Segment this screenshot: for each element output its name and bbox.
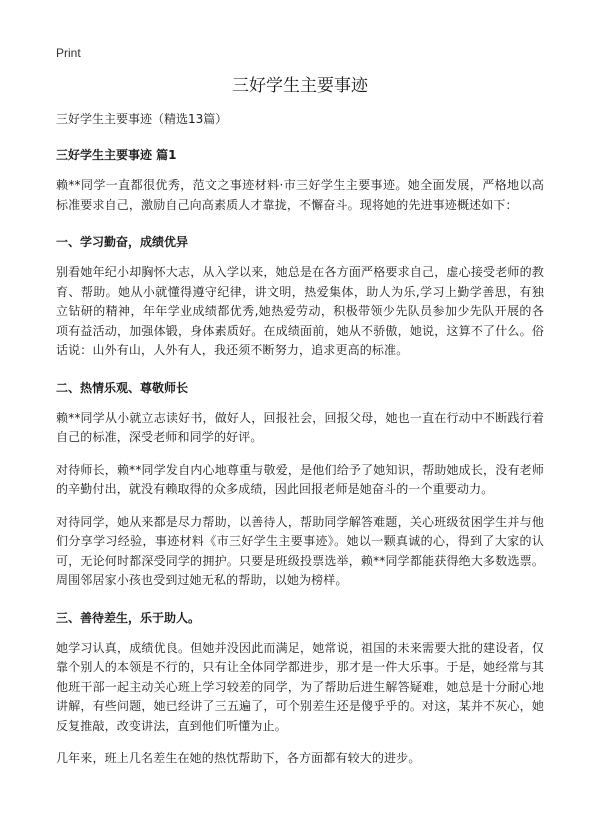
section-heading-study: 一、学习勤奋，成绩优异 [56,235,189,249]
document-subtitle: 三好学生主要事迹（精选13篇） [56,112,228,126]
section-respect-paragraph-2: 对待师长，赖**同学发自内心地尊重与敬爱，是他们给予了她知识，帮助她成长，没有老师的辛勤付出，就没有赖取得的众多成绩，因此回报老师是她奋斗的一个重要动力。 [56,462,544,496]
piece-heading: 三好学生主要事迹 篇1 [56,148,177,162]
section-heading-helping: 三、善待差生，乐于助人。 [56,610,201,625]
print-link[interactable]: Print [56,46,81,60]
intro-paragraph: 赖**同学一直都很优秀，范文之事迹材料·市三好学生主要事迹。她全面发展，严格地以高标准要求自己，激励自己向高素质人才靠拢，不懈奋斗。现将她的先进事迹概述如下： [56,178,544,212]
section-respect-paragraph-3: 对待同学，她从来都是尽力帮助，以善待人，帮助同学解答难题，关心班级贫困学生并与他们分享学习经验，事迹材料《市三好学生主要事迹》。她以一颗真诚的心，得到了大家的认可，无论何时都深受同学的拥护。只要是班级投票选举，赖**同学都能获得绝大多数选票。周围邻居家小孩也受到过她无私的帮助，以她为榜样。 [56,514,544,587]
section-helping-paragraph-2: 几年来，班上几名差生在她的热忱帮助下，各方面都有较大的进步。 [56,751,421,765]
document-title: 三好学生主要事迹 [232,76,368,96]
section-heading-respect: 二、热情乐观、尊敬师长 [56,380,189,395]
section-respect-paragraph-1: 赖**同学从小就立志读好书，做好人，回报社会，回报父母，她也一直在行动中不断践行着自己的标准，深受老师和同学的好评。 [56,410,544,444]
section-helping-paragraph-1: 她学习认真，成绩优良。但她并没因此而满足，她常说，祖国的未来需要大批的建设者，仅靠个别人的本领是不行的，只有让全体同学都进步，那才是一件大乐事。于是，她经常与其他班干部一起主动关心班上学习较差的同学，为了帮助后进生解答疑难，她总是十分耐心地讲解，有些问题，她已经讲了三五遍了，可个别差生还是傻乎乎的。对这，某并不灰心，她反复推敲，改变讲法，直到他们听懂为止。 [56,640,544,733]
section-study-paragraph: 别看她年纪小却胸怀大志，从入学以来，她总是在各方面严格要求自己，虚心接受老师的教育、帮助。她从小就懂得遵守纪律，讲文明，热爱集体，助人为乐,学习上勤学善思，有独立钻研的精神，年年学业成绩都优秀,她热爱劳动，积极带领少先队员参加少先队开展的各项有益活动，加强体锻，身体素质好。在成绩面前，她从不骄傲，她说，这算不了什么。俗话说：山外有山，人外有人，我还须不断努力，追求更高的标准。 [56,265,544,357]
